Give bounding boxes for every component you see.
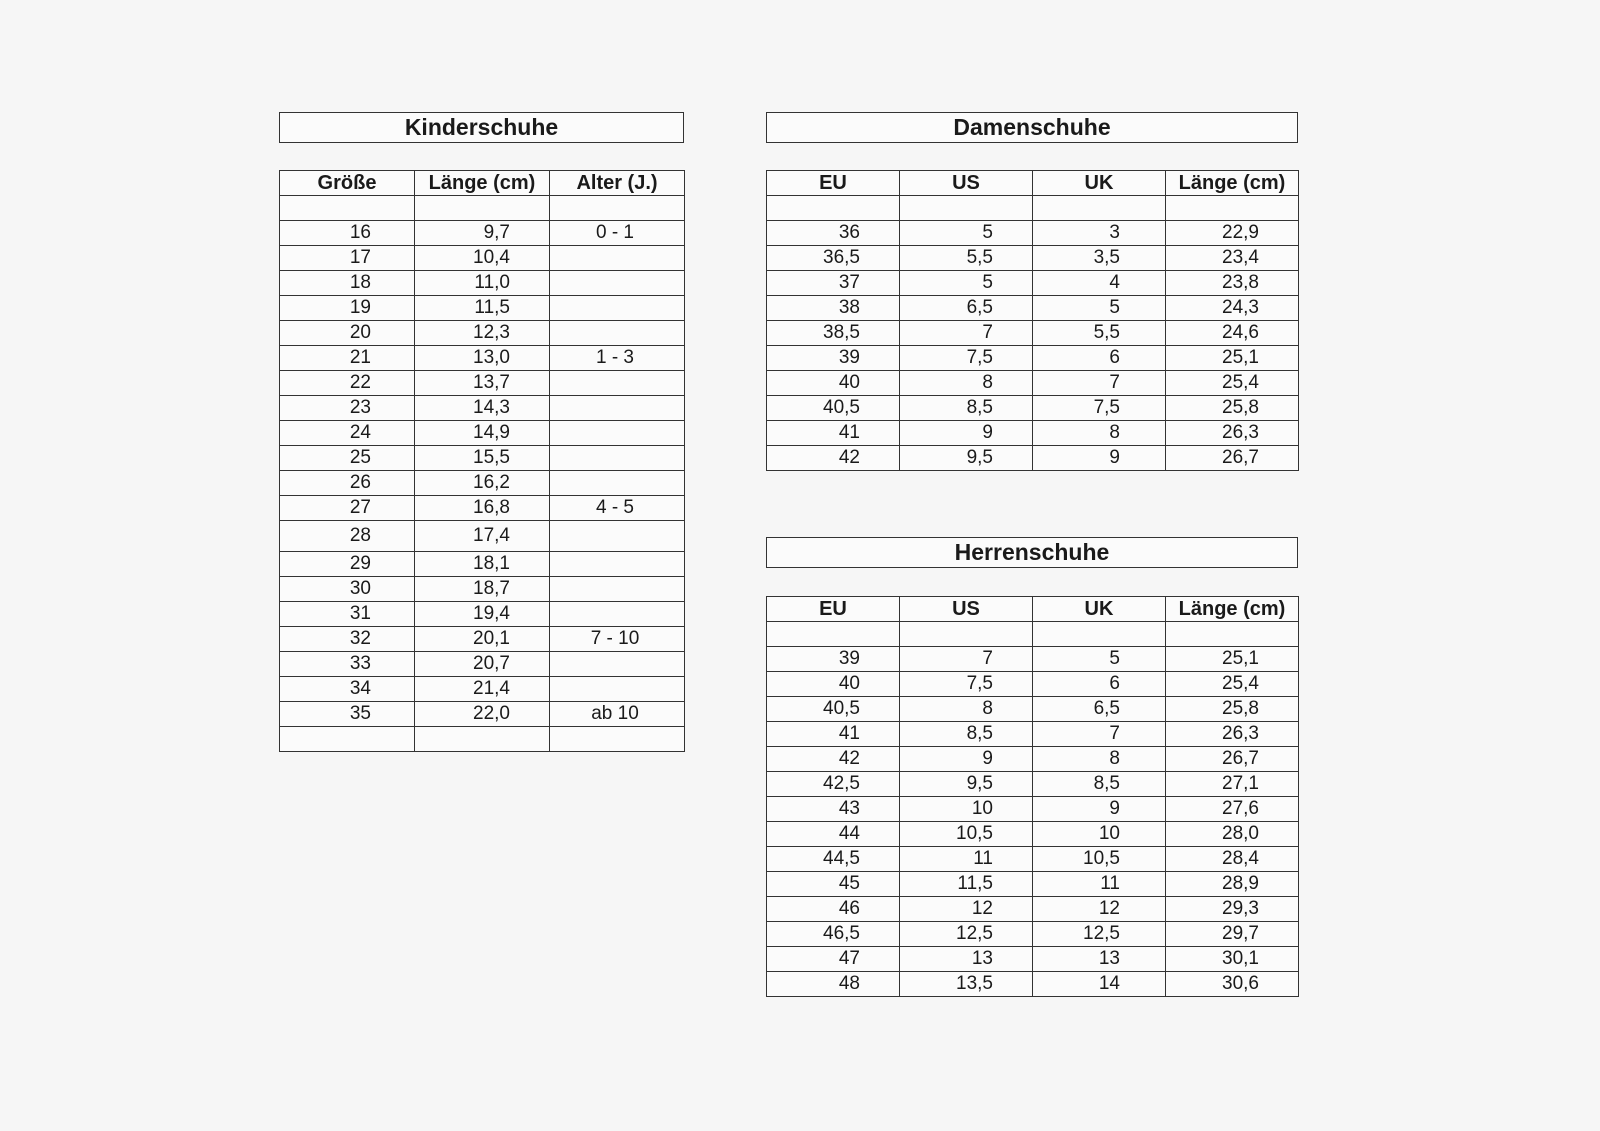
kinder-cell: 16,8 (415, 496, 550, 521)
kinder-row (280, 577, 685, 602)
herren-row (767, 897, 1299, 922)
herren-cell: 44 (767, 822, 900, 847)
damen-cell: 5,5 (900, 246, 1033, 271)
kinder-row (280, 421, 685, 446)
kinder-cell (550, 521, 685, 552)
kinder-row (280, 396, 685, 421)
herren-header-eu: EU (767, 597, 900, 622)
herren-cell: 9 (900, 747, 1033, 772)
kinder-cell: 32 (280, 627, 415, 652)
damen-cell: 9 (1033, 446, 1166, 471)
kinder-row (280, 246, 685, 271)
kinder-cell: 25 (280, 446, 415, 471)
herren-cell: 25,8 (1166, 697, 1299, 722)
kinder-cell: 12,3 (415, 321, 550, 346)
kinder-cell (550, 446, 685, 471)
herren-cell: 10 (1033, 822, 1166, 847)
kinder-cell: 11,0 (415, 271, 550, 296)
herren-cell: 28,0 (1166, 822, 1299, 847)
herren-cell: 10,5 (1033, 847, 1166, 872)
herren-cell: 40,5 (767, 697, 900, 722)
herren-cell: 8,5 (1033, 772, 1166, 797)
kinder-cell: 9,7 (415, 221, 550, 246)
herren-cell: 26,7 (1166, 747, 1299, 772)
kinder-row (280, 221, 685, 246)
damen-cell: 3 (1033, 221, 1166, 246)
herren-row (767, 772, 1299, 797)
herren-cell: 12 (900, 897, 1033, 922)
herren-cell: 30,1 (1166, 947, 1299, 972)
kinder-row (280, 196, 685, 221)
herren-cell: 28,4 (1166, 847, 1299, 872)
damen-cell: 38 (767, 296, 900, 321)
damen-cell: 6,5 (900, 296, 1033, 321)
herren-row (767, 947, 1299, 972)
herren-row (767, 922, 1299, 947)
kinder-cell: 30 (280, 577, 415, 602)
kinder-cell: 26 (280, 471, 415, 496)
damen-row (767, 196, 1299, 221)
herren-row (767, 647, 1299, 672)
herren-cell: 11 (900, 847, 1033, 872)
kinder-cell (415, 727, 550, 752)
herren-cell: 26,3 (1166, 722, 1299, 747)
damen-cell: 4 (1033, 271, 1166, 296)
kinder-cell (550, 321, 685, 346)
herren-cell (1166, 622, 1299, 647)
herren-cell: 8,5 (900, 722, 1033, 747)
kinder-cell: 21 (280, 346, 415, 371)
damen-header-eu: EU (767, 171, 900, 196)
kinder-cell: 16 (280, 221, 415, 246)
kinder-cell: 20,1 (415, 627, 550, 652)
damen-cell: 7,5 (900, 346, 1033, 371)
damen-header-row (767, 171, 1299, 196)
kinder-row (280, 627, 685, 652)
kinder-cell: 4 - 5 (550, 496, 685, 521)
kinder-cell: 33 (280, 652, 415, 677)
herren-cell: 46,5 (767, 922, 900, 947)
herren-cell: 5 (1033, 647, 1166, 672)
herren-cell: 42 (767, 747, 900, 772)
herren-cell: 41 (767, 722, 900, 747)
herren-cell: 13 (1033, 947, 1166, 972)
damen-header-uk: UK (1033, 171, 1166, 196)
damen-cell: 7 (1033, 371, 1166, 396)
kinder-cell (550, 396, 685, 421)
damen-cell: 37 (767, 271, 900, 296)
herren-cell: 25,4 (1166, 672, 1299, 697)
herren-cell: 7,5 (900, 672, 1033, 697)
kinder-cell: 31 (280, 602, 415, 627)
damen-row (767, 246, 1299, 271)
damen-row (767, 321, 1299, 346)
damen-cell: 24,3 (1166, 296, 1299, 321)
herren-cell: 10,5 (900, 822, 1033, 847)
damen-cell: 42 (767, 446, 900, 471)
damen-title: Damenschuhe (766, 112, 1298, 143)
kinder-cell (415, 196, 550, 221)
herren-row (767, 822, 1299, 847)
kinder-cell: 19 (280, 296, 415, 321)
damen-cell: 5,5 (1033, 321, 1166, 346)
herren-row (767, 797, 1299, 822)
damen-header-us: US (900, 171, 1033, 196)
kinder-cell: 11,5 (415, 296, 550, 321)
herren-header-row (767, 597, 1299, 622)
herren-cell: 29,7 (1166, 922, 1299, 947)
damen-cell: 8,5 (900, 396, 1033, 421)
damen-cell: 25,1 (1166, 346, 1299, 371)
kinder-header-age: Alter (J.) (550, 171, 685, 196)
kinder-cell: 21,4 (415, 677, 550, 702)
herren-cell: 14 (1033, 972, 1166, 997)
damen-cell: 40 (767, 371, 900, 396)
herren-cell (1033, 622, 1166, 647)
herren-row (767, 972, 1299, 997)
damen-cell: 39 (767, 346, 900, 371)
damen-header-length: Länge (cm) (1166, 171, 1299, 196)
herren-cell: 43 (767, 797, 900, 822)
damen-cell (767, 196, 900, 221)
kinder-cell (550, 552, 685, 577)
kinder-header-length: Länge (cm) (415, 171, 550, 196)
herren-header-length: Länge (cm) (1166, 597, 1299, 622)
kinder-row (280, 371, 685, 396)
damen-row (767, 221, 1299, 246)
herren-cell: 6 (1033, 672, 1166, 697)
damen-row (767, 346, 1299, 371)
damen-cell: 36 (767, 221, 900, 246)
damen-cell (900, 196, 1033, 221)
kinder-cell (550, 652, 685, 677)
kinder-cell (550, 246, 685, 271)
kinder-cell: 1 - 3 (550, 346, 685, 371)
herren-row (767, 672, 1299, 697)
kinder-row (280, 677, 685, 702)
kinder-row (280, 446, 685, 471)
herren-cell: 11,5 (900, 872, 1033, 897)
herren-cell: 28,9 (1166, 872, 1299, 897)
kinder-cell (550, 296, 685, 321)
herren-cell: 39 (767, 647, 900, 672)
kinder-cell (550, 677, 685, 702)
herren-cell: 12,5 (900, 922, 1033, 947)
kinder-cell: 29 (280, 552, 415, 577)
herren-cell: 10 (900, 797, 1033, 822)
herren-cell: 8 (1033, 747, 1166, 772)
damen-row (767, 446, 1299, 471)
kinder-header-size: Größe (280, 171, 415, 196)
herren-cell: 25,1 (1166, 647, 1299, 672)
herren-cell: 27,6 (1166, 797, 1299, 822)
damen-cell: 8 (900, 371, 1033, 396)
damen-cell: 24,6 (1166, 321, 1299, 346)
herren-cell: 13,5 (900, 972, 1033, 997)
damen-row (767, 421, 1299, 446)
damen-cell: 8 (1033, 421, 1166, 446)
kinder-cell (550, 577, 685, 602)
damen-cell: 38,5 (767, 321, 900, 346)
kinder-cell (550, 421, 685, 446)
kinder-cell (280, 727, 415, 752)
kinder-cell: 15,5 (415, 446, 550, 471)
kinder-cell: 10,4 (415, 246, 550, 271)
kinder-cell (550, 471, 685, 496)
kinder-cell: 22,0 (415, 702, 550, 727)
damen-cell: 26,7 (1166, 446, 1299, 471)
kinder-cell: 16,2 (415, 471, 550, 496)
kinder-cell: 14,9 (415, 421, 550, 446)
damen-cell: 25,4 (1166, 371, 1299, 396)
kinder-cell: 20,7 (415, 652, 550, 677)
herren-title: Herrenschuhe (766, 537, 1298, 568)
damen-cell: 3,5 (1033, 246, 1166, 271)
kinder-cell: 17,4 (415, 521, 550, 552)
kinder-cell: 0 - 1 (550, 221, 685, 246)
herren-row (767, 722, 1299, 747)
herren-row (767, 622, 1299, 647)
kinder-cell: ab 10 (550, 702, 685, 727)
damen-cell: 41 (767, 421, 900, 446)
kinder-cell: 13,0 (415, 346, 550, 371)
damen-cell: 26,3 (1166, 421, 1299, 446)
kinder-cell (550, 602, 685, 627)
kinder-cell: 18,7 (415, 577, 550, 602)
kinder-cell: 28 (280, 521, 415, 552)
kinder-cell (550, 727, 685, 752)
kinder-row (280, 296, 685, 321)
kinder-row (280, 552, 685, 577)
herren-cell: 40 (767, 672, 900, 697)
kinder-row (280, 727, 685, 752)
kinder-cell: 23 (280, 396, 415, 421)
herren-cell: 45 (767, 872, 900, 897)
herren-cell: 7 (1033, 722, 1166, 747)
kinder-cell: 20 (280, 321, 415, 346)
kinder-row (280, 346, 685, 371)
herren-cell: 13 (900, 947, 1033, 972)
herren-table (766, 596, 1299, 997)
herren-cell: 12 (1033, 897, 1166, 922)
herren-header-us: US (900, 597, 1033, 622)
kinder-cell: 27 (280, 496, 415, 521)
kinder-cell: 35 (280, 702, 415, 727)
kinder-cell (550, 371, 685, 396)
herren-cell: 8 (900, 697, 1033, 722)
damen-row (767, 296, 1299, 321)
kinder-row (280, 321, 685, 346)
herren-cell: 11 (1033, 872, 1166, 897)
damen-row (767, 271, 1299, 296)
damen-cell: 25,8 (1166, 396, 1299, 421)
herren-cell: 12,5 (1033, 922, 1166, 947)
kinder-cell (550, 196, 685, 221)
kinder-cell (280, 196, 415, 221)
damen-cell (1033, 196, 1166, 221)
kinder-title: Kinderschuhe (279, 112, 684, 143)
kinder-cell: 18 (280, 271, 415, 296)
kinder-cell: 13,7 (415, 371, 550, 396)
damen-cell: 5 (900, 271, 1033, 296)
herren-row (767, 747, 1299, 772)
herren-row (767, 847, 1299, 872)
kinder-row (280, 271, 685, 296)
herren-header-uk: UK (1033, 597, 1166, 622)
kinder-row (280, 521, 685, 552)
kinder-row (280, 471, 685, 496)
kinder-cell: 17 (280, 246, 415, 271)
damen-cell: 40,5 (767, 396, 900, 421)
damen-cell: 6 (1033, 346, 1166, 371)
kinder-table (279, 170, 685, 752)
herren-cell: 9,5 (900, 772, 1033, 797)
damen-cell: 23,8 (1166, 271, 1299, 296)
damen-cell: 7 (900, 321, 1033, 346)
herren-cell: 30,6 (1166, 972, 1299, 997)
herren-cell: 44,5 (767, 847, 900, 872)
kinder-row (280, 602, 685, 627)
damen-cell: 5 (900, 221, 1033, 246)
damen-cell: 7,5 (1033, 396, 1166, 421)
herren-cell: 6,5 (1033, 697, 1166, 722)
herren-cell: 47 (767, 947, 900, 972)
kinder-row (280, 652, 685, 677)
damen-cell: 5 (1033, 296, 1166, 321)
herren-row (767, 697, 1299, 722)
kinder-cell: 19,4 (415, 602, 550, 627)
damen-row (767, 371, 1299, 396)
kinder-header-row (280, 171, 685, 196)
kinder-cell: 18,1 (415, 552, 550, 577)
kinder-cell: 24 (280, 421, 415, 446)
kinder-cell: 34 (280, 677, 415, 702)
damen-cell: 36,5 (767, 246, 900, 271)
herren-cell (900, 622, 1033, 647)
damen-row (767, 396, 1299, 421)
damen-cell: 22,9 (1166, 221, 1299, 246)
herren-cell (767, 622, 900, 647)
herren-cell: 27,1 (1166, 772, 1299, 797)
kinder-cell (550, 271, 685, 296)
herren-cell: 7 (900, 647, 1033, 672)
damen-table (766, 170, 1299, 471)
herren-row (767, 872, 1299, 897)
herren-cell: 46 (767, 897, 900, 922)
herren-cell: 48 (767, 972, 900, 997)
kinder-row (280, 702, 685, 727)
herren-cell: 42,5 (767, 772, 900, 797)
herren-cell: 29,3 (1166, 897, 1299, 922)
kinder-cell: 14,3 (415, 396, 550, 421)
damen-cell: 9 (900, 421, 1033, 446)
damen-cell: 9,5 (900, 446, 1033, 471)
kinder-row (280, 496, 685, 521)
damen-cell: 23,4 (1166, 246, 1299, 271)
herren-cell: 9 (1033, 797, 1166, 822)
kinder-cell: 7 - 10 (550, 627, 685, 652)
kinder-cell: 22 (280, 371, 415, 396)
damen-cell (1166, 196, 1299, 221)
